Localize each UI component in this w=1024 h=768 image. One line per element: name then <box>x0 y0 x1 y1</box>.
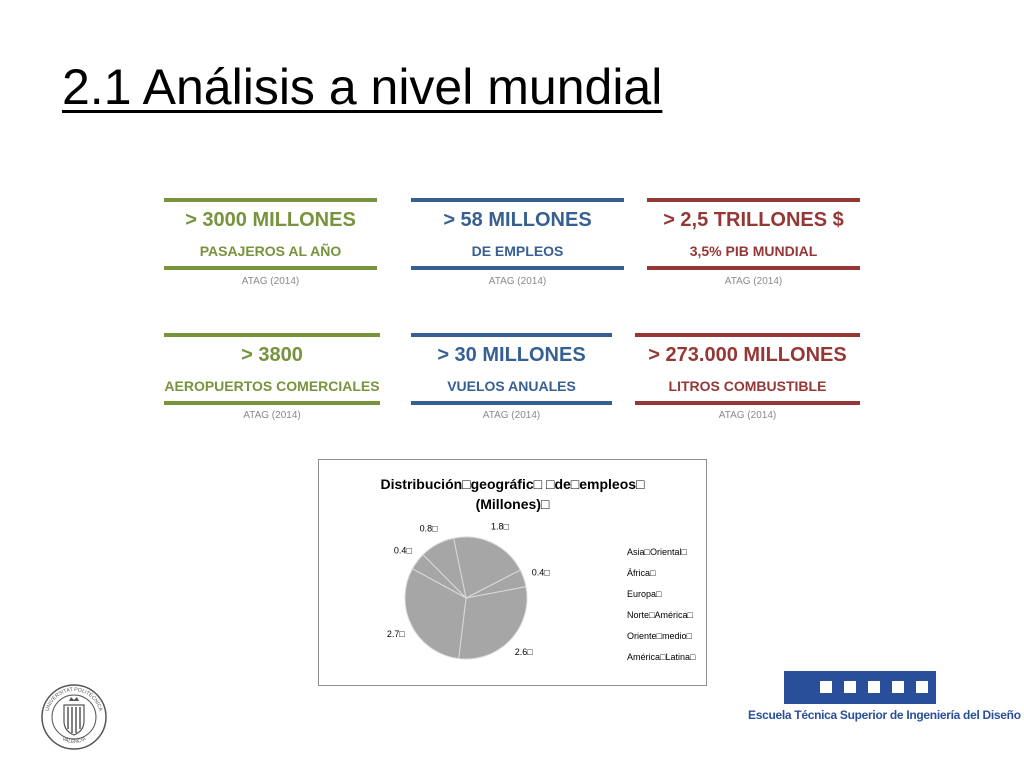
stat-source: ATAG (2014) <box>243 410 301 421</box>
stat-value: > 3800 <box>241 344 303 366</box>
stat-fuel <box>635 333 860 405</box>
school-logo-mark <box>784 671 936 704</box>
legend-item: Asia□Oriental□ <box>627 547 687 557</box>
seal-text: UNIVERSITAT POLITÈCNICA <box>44 686 104 712</box>
stat-source: ATAG (2014) <box>718 410 777 421</box>
seal-text: VALÈNCIA <box>61 735 87 746</box>
legend-item: Oriente□medio□ <box>627 631 692 641</box>
university-seal-logo <box>40 683 108 751</box>
slide-title: 2.1 Análisis a nivel mundial <box>62 59 663 115</box>
legend-item: África□ <box>627 568 656 578</box>
stat-label: LITROS COMBUSTIBLE <box>668 378 827 394</box>
stat-value: > 3000 MILLONES <box>185 209 356 231</box>
stat-employment <box>411 198 624 270</box>
school-logo <box>748 668 1021 728</box>
stat-label: VUELOS ANUALES <box>447 378 576 394</box>
legend-item: Norte□América□ <box>627 610 693 620</box>
stat-value: > 30 MILLONES <box>437 344 586 366</box>
chart-title-line2: (Millones)□ <box>475 496 550 512</box>
pie-value-label: 2.6□ <box>514 647 533 657</box>
employment-pie-chart <box>318 459 707 686</box>
stat-passengers <box>164 198 377 270</box>
pie-value-label: 1.8□ <box>491 521 509 532</box>
stat-source: ATAG (2014) <box>724 276 783 287</box>
pie-value-label: 0.4□ <box>531 567 550 578</box>
stat-label: AEROPUERTOS COMERCIALES <box>164 378 380 394</box>
stat-flights <box>411 333 612 405</box>
stat-value: > 58 MILLONES <box>443 209 592 231</box>
chart-title-line1: Distribución□geográfic□ □de□empleos□ <box>380 476 645 492</box>
pie-value-label: 0.8□ <box>419 523 438 534</box>
stat-value: > 273.000 MILLONES <box>648 344 847 366</box>
school-name: Escuela Técnica Superior de Ingeniería del Diseño <box>748 708 1021 722</box>
pie-value-label: 0.4□ <box>393 545 412 556</box>
legend-item: Europa□ <box>627 589 662 599</box>
stat-label: 3,5% PIB MUNDIAL <box>689 243 818 259</box>
legend-item: América□Latina□ <box>627 652 696 662</box>
chart-legend <box>627 542 695 668</box>
pie-value-label: 2.7□ <box>386 629 405 640</box>
stat-source: ATAG (2014) <box>488 276 547 287</box>
stat-label: DE EMPLEOS <box>471 243 564 259</box>
stat-airports <box>164 333 380 405</box>
stat-source: ATAG (2014) <box>241 276 300 287</box>
stat-gdp <box>647 198 860 270</box>
stat-source: ATAG (2014) <box>482 410 541 421</box>
stat-value: > 2,5 TRILLONES $ <box>663 209 844 231</box>
stat-label: PASAJEROS AL AÑO <box>199 243 342 259</box>
